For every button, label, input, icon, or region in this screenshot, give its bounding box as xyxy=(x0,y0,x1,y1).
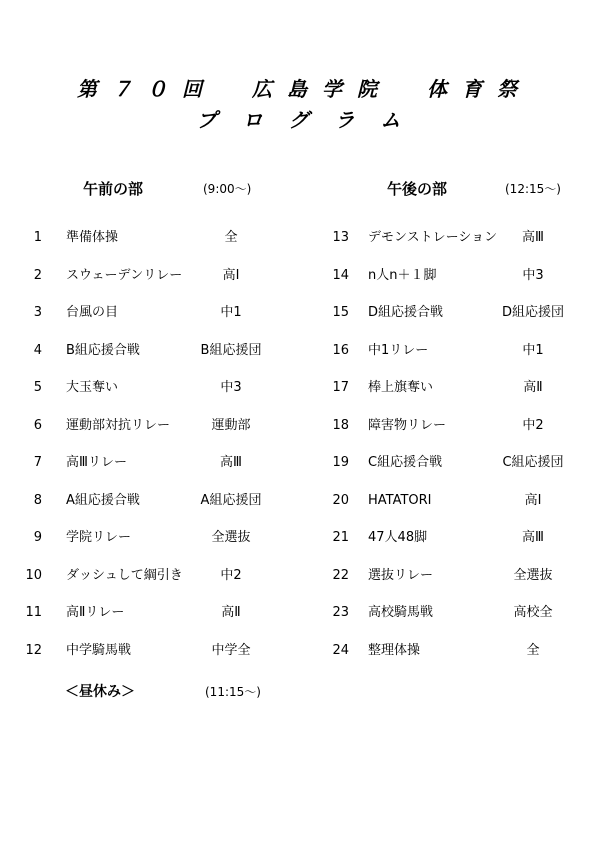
lunch-break-time: (11:15～) xyxy=(205,685,261,699)
event-participants: 高Ⅱ xyxy=(221,605,241,620)
event-number: 11 xyxy=(25,605,42,620)
event-participants: 高校全 xyxy=(513,605,553,620)
event-participants: B組応援団 xyxy=(200,342,262,358)
event-participants: 中3 xyxy=(220,380,242,395)
event-name: A組応援合戦 xyxy=(66,492,140,508)
event-name: 棒上旗奪い xyxy=(368,380,434,395)
event-participants: 中2 xyxy=(522,417,544,433)
event-name: 整理体操 xyxy=(368,642,421,658)
event-participants: 高Ⅲ xyxy=(522,530,544,545)
event-number: 15 xyxy=(332,305,349,320)
event-name: 台風の目 xyxy=(66,305,119,320)
event-participants: A組応援団 xyxy=(200,492,262,508)
event-name: 高Ⅱリレー xyxy=(66,605,125,620)
event-name: 中学騎馬戦 xyxy=(66,642,132,658)
event-number: 12 xyxy=(25,642,42,658)
afternoon-start-time: (12:15～) xyxy=(505,182,561,196)
page-title: 第７０回 広島学院 体育祭 xyxy=(77,77,532,101)
event-name: 準備体操 xyxy=(66,230,119,245)
event-name: スウェーデンリレー xyxy=(66,267,183,283)
event-number: 23 xyxy=(332,605,349,620)
event-number: 24 xyxy=(332,642,349,658)
event-number: 10 xyxy=(25,567,42,583)
event-number: 4 xyxy=(33,342,42,358)
event-name: D組応援合戦 xyxy=(368,305,444,320)
event-name: デモンストレーション xyxy=(368,230,498,245)
event-participants: 高Ⅲ xyxy=(522,230,544,245)
event-participants: 全 xyxy=(526,642,540,658)
event-participants: 高Ⅲ xyxy=(220,455,242,470)
event-number: 20 xyxy=(332,492,349,508)
event-name: 47人48脚 xyxy=(368,530,428,545)
event-name: 障害物リレー xyxy=(368,417,447,433)
morning-heading: 午前の部 xyxy=(83,180,144,198)
event-name: 高Ⅲリレー xyxy=(66,455,127,470)
lunch-break-label: ＜昼休み＞ xyxy=(65,684,135,700)
event-participants: 中2 xyxy=(220,567,242,583)
event-number: 19 xyxy=(332,455,349,470)
event-name: 中1リレー xyxy=(368,342,429,358)
event-participants: 中1 xyxy=(522,342,544,358)
event-name: C組応援合戦 xyxy=(368,455,443,470)
page-subtitle: プログラム xyxy=(196,108,427,132)
event-number: 3 xyxy=(33,305,42,320)
event-name: 選抜リレー xyxy=(368,567,434,583)
afternoon-heading: 午後の部 xyxy=(387,180,448,198)
event-participants: D組応援団 xyxy=(501,305,564,320)
event-number: 1 xyxy=(33,230,42,245)
event-name: HATATORI xyxy=(368,492,432,508)
event-number: 17 xyxy=(332,380,349,395)
event-participants: 運動部 xyxy=(211,417,251,433)
morning-start-time: (9:00～) xyxy=(203,182,252,196)
event-participants: 高Ⅰ xyxy=(524,492,542,508)
event-name: 大玉奪い xyxy=(66,380,119,395)
event-number: 2 xyxy=(33,267,42,283)
event-participants: C組応援団 xyxy=(502,455,564,470)
event-participants: 中1 xyxy=(220,305,242,320)
event-participants: 全 xyxy=(224,230,238,245)
event-name: B組応援合戦 xyxy=(66,342,140,358)
event-name: 高校騎馬戦 xyxy=(368,605,434,620)
event-number: 18 xyxy=(332,417,349,433)
event-name: ダッシュして綱引き xyxy=(66,567,183,583)
event-number: 21 xyxy=(332,530,349,545)
event-participants: 全選抜 xyxy=(211,530,251,545)
event-number: 22 xyxy=(332,567,349,583)
event-number: 6 xyxy=(33,417,42,433)
event-number: 9 xyxy=(33,530,42,545)
event-name: 学院リレー xyxy=(66,530,132,545)
event-participants: 中3 xyxy=(522,267,544,283)
event-name: 運動部対抗リレー xyxy=(66,417,171,433)
event-number: 14 xyxy=(332,267,349,283)
event-participants: 全選抜 xyxy=(513,567,553,583)
event-participants: 高Ⅰ xyxy=(222,267,240,283)
event-name: n人n＋１脚 xyxy=(368,267,437,283)
event-number: 16 xyxy=(332,342,349,358)
event-participants: 中学全 xyxy=(211,642,251,658)
event-participants: 高Ⅱ xyxy=(523,380,543,395)
event-number: 8 xyxy=(33,492,42,508)
event-number: 13 xyxy=(332,230,349,245)
event-number: 5 xyxy=(33,380,42,395)
event-number: 7 xyxy=(33,455,42,470)
